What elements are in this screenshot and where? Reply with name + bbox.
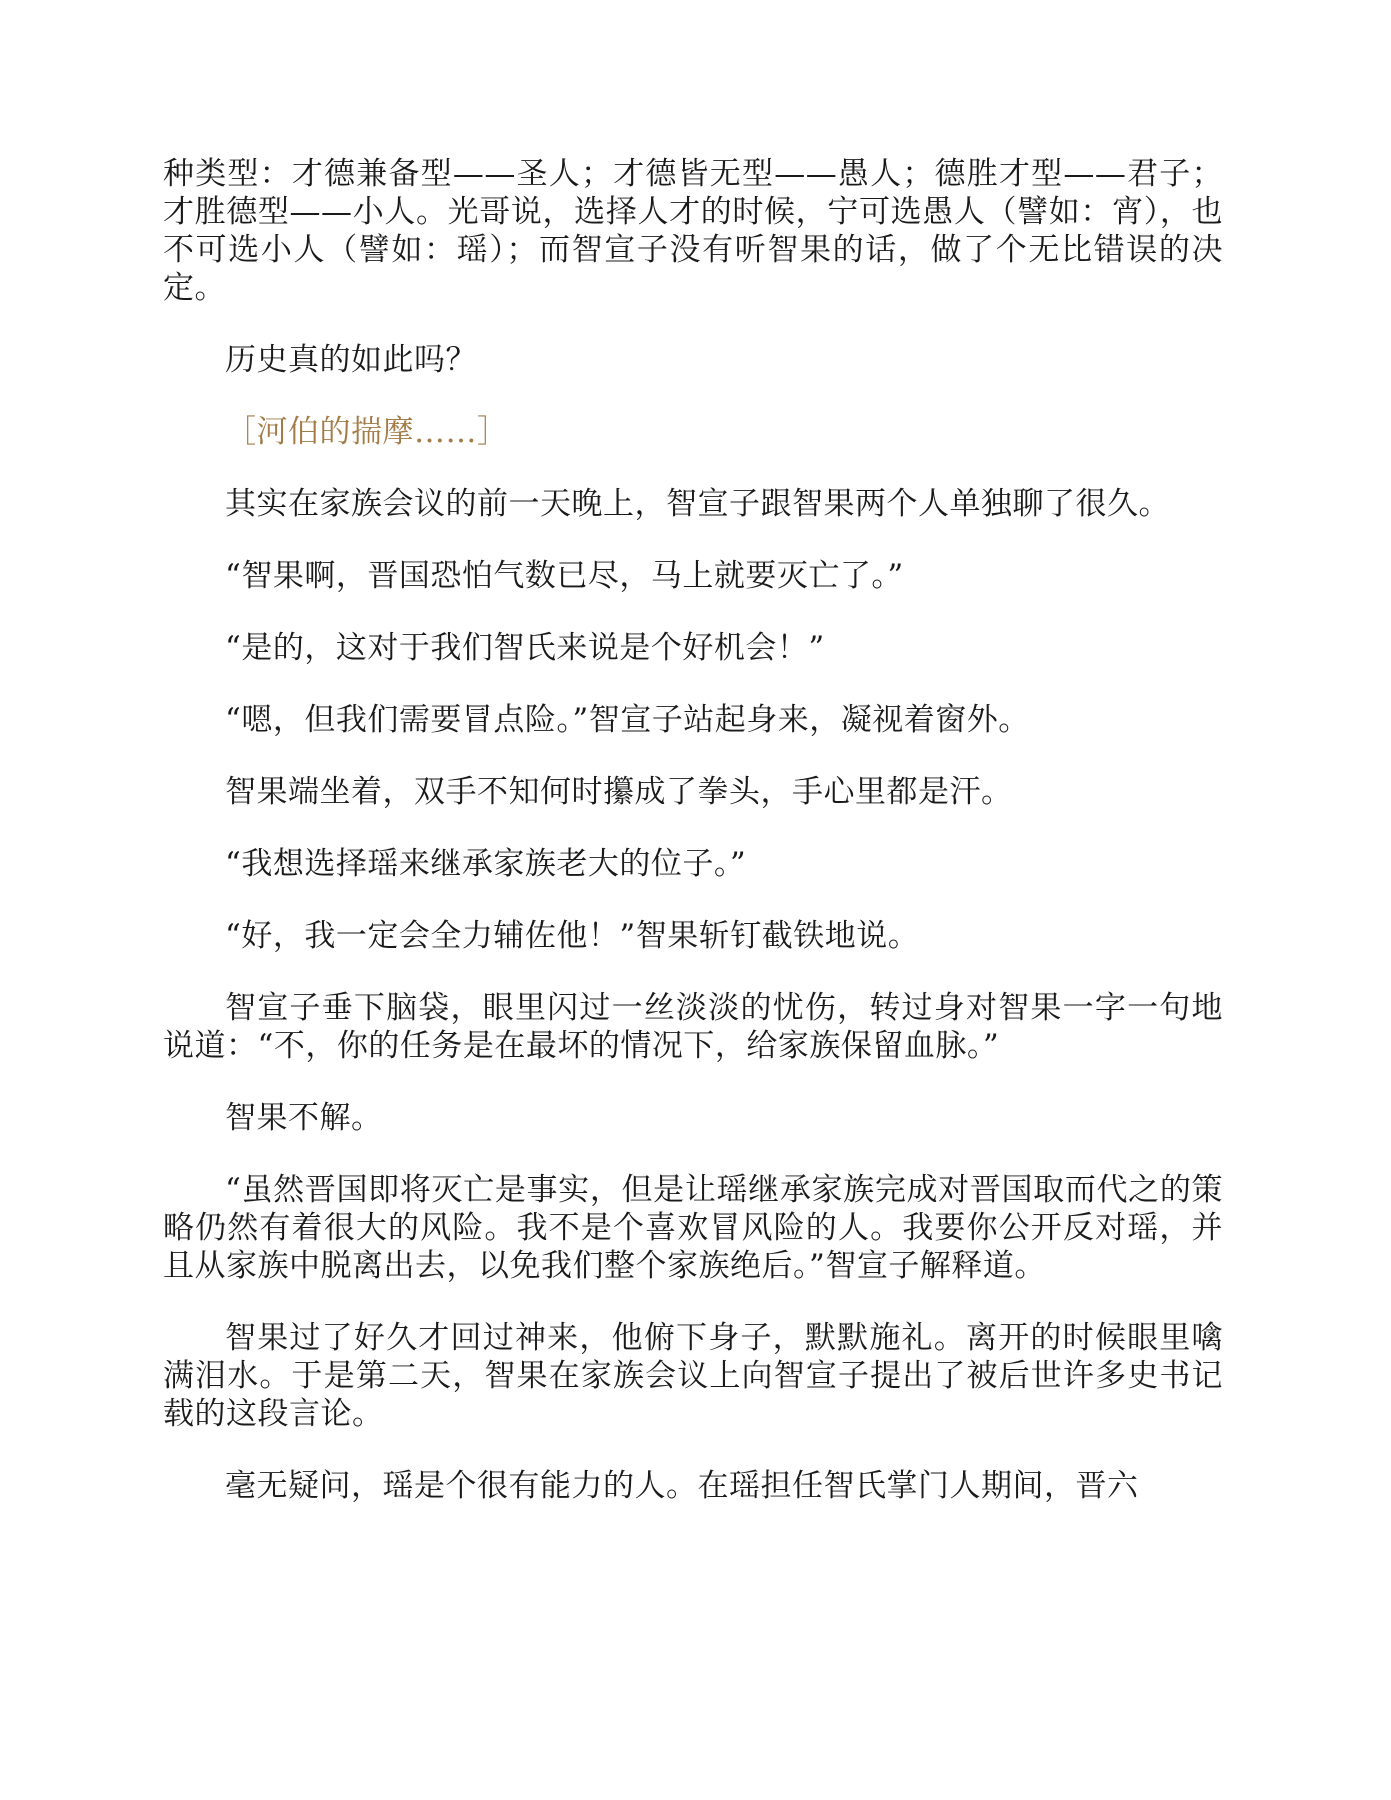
dialogue-line: “好，我一定会全力辅佐他！”智果斩钉截铁地说。 [225, 918, 920, 954]
paragraph: 智果过了好久才回过神来，他俯下身子，默默施礼。离开的时候眼里噙满泪水。于是第二天，智果在家族会议上向智宣子提出了被后世许多史书记载的这段言论。 [163, 1320, 1223, 1432]
paragraph-question: 历史真的如此吗？ [225, 342, 477, 378]
dialogue-paragraph: “虽然晋国即将灭亡是事实，但是让瑶继承家族完成对晋国取而代之的策略仍然有着很大的风险。我不是个喜欢冒风险的人。我要你公开反对瑶，并且从家族中脱离出去，以免我们整个家族绝后。”智宣子解释道。 [163, 1172, 1223, 1284]
paragraph: 其实在家族会议的前一天晚上，智宣子跟智果两个人单独聊了很久。 [225, 486, 1170, 522]
paragraph: 毫无疑问，瑶是个很有能力的人。在瑶担任智氏掌门人期间，晋六 [225, 1468, 1139, 1504]
dialogue-line: “是的，这对于我们智氏来说是个好机会！” [225, 630, 825, 666]
document-page [163, 155, 1223, 1505]
dialogue-line: “智果啊，晋国恐怕气数已尽，马上就要灭亡了。” [225, 558, 904, 594]
paragraph: 智宣子垂下脑袋，眼里闪过一丝淡淡的忧伤，转过身对智果一字一句地说道：“不，你的任务是在最坏的情况下，给家族保留血脉。” [163, 990, 1223, 1064]
paragraph-continued: 种类型：才德兼备型——圣人；才德皆无型——愚人；德胜才型——君子；才胜德型——小人。光哥说，选择人才的时候，宁可选愚人（譬如：宵），也不可选小人（譬如：瑶）；而智宣子没有听智果的话，做了个无比错误的决定。 [163, 156, 1223, 306]
dialogue-line: “我想选择瑶来继承家族老大的位子。” [225, 846, 747, 882]
section-heading: ［河伯的揣摩……］ [225, 414, 509, 450]
paragraph: 智果端坐着，双手不知何时攥成了拳头，手心里都是汗。 [225, 774, 1013, 810]
paragraph: 智果不解。 [225, 1100, 383, 1136]
dialogue-line: “嗯，但我们需要冒点险。”智宣子站起身来，凝视着窗外。 [225, 702, 1030, 738]
